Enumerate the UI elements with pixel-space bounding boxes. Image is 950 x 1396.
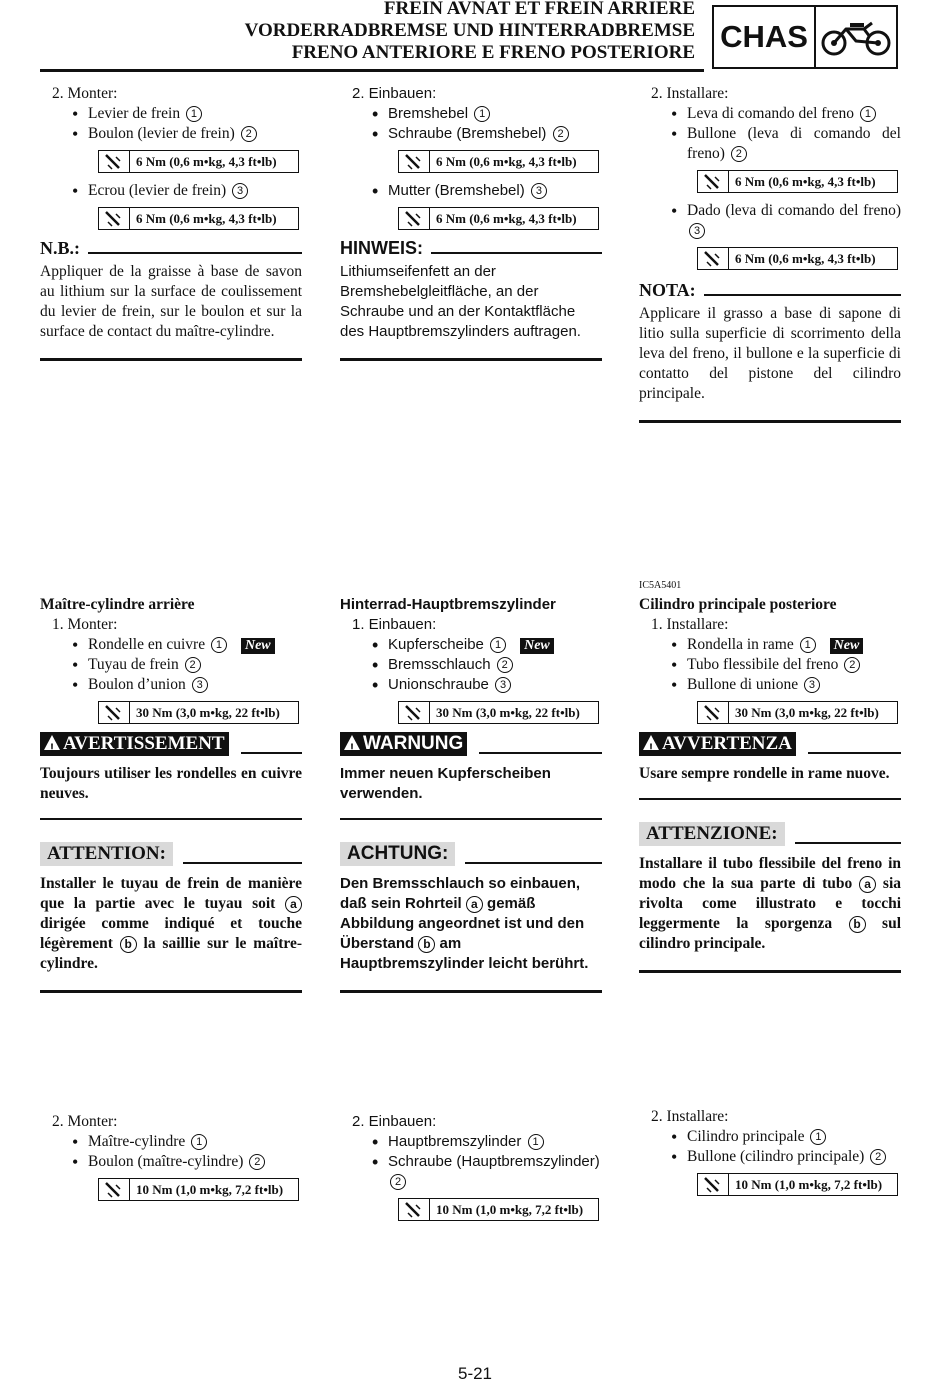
callout-letter: b: [849, 916, 866, 933]
warning-end-rule: [40, 818, 302, 820]
header-title-de: VORDERRADBREMSE UND HINTERRADBREMSE: [244, 20, 695, 41]
callout-number: 2: [249, 1154, 265, 1170]
callout-letter: a: [859, 876, 876, 893]
callout-number: 1: [528, 1134, 544, 1150]
note-heading-text: HINWEIS:: [340, 238, 423, 258]
list-item: [340, 635, 602, 655]
callout-number: 1: [490, 637, 506, 653]
note-text: Lithiumseifenfett an der Bremshebelgleitfläche, an der Schraube und an der Kontaktfläche des Hauptbremszylinders auftragen.: [340, 263, 581, 340]
callout-number: 2: [553, 126, 569, 142]
middle-fr-column: [40, 595, 302, 993]
callout-number: 3: [689, 223, 705, 239]
torque-value: 30 Nm (3,0 m•kg, 22 ft•lb): [735, 704, 879, 720]
caution-heading: [639, 822, 901, 846]
torque-value: 10 Nm (1,0 m•kg, 7,2 ft•lb): [436, 1201, 584, 1217]
torque-value: 6 Nm (0,6 m•kg, 4,3 ft•lb): [735, 250, 876, 266]
warning-heading: [40, 732, 302, 756]
list-item: [340, 655, 602, 675]
torque-spec: [697, 701, 898, 724]
caution-heading-text: ATTENTION:: [40, 842, 173, 866]
list-item: [340, 1152, 602, 1192]
callout-number: 2: [497, 657, 513, 673]
list-item: [639, 124, 901, 164]
note-heading: [40, 238, 302, 258]
note-heading-text: NOTA:: [639, 280, 696, 300]
torque-wrench-icon: [399, 702, 430, 723]
list-item: [340, 124, 602, 144]
callout-number: 2: [844, 657, 860, 673]
torque-wrench-icon: [399, 208, 430, 229]
item-text: Dado (leva di comando del freno): [687, 202, 901, 219]
item-text: Cilindro principale: [687, 1128, 805, 1145]
item-text: Kupferscheibe: [388, 636, 484, 653]
warning-heading-text: AVVERTENZA: [662, 733, 792, 754]
torque-wrench-icon: [99, 1179, 130, 1200]
list-item: [40, 124, 302, 144]
torque-value: 30 Nm (3,0 m•kg, 22 ft•lb): [136, 704, 280, 720]
callout-number: 1: [800, 637, 816, 653]
caution-heading-text: ATTENZIONE:: [639, 822, 785, 846]
torque-spec: [98, 207, 299, 230]
torque-spec: [398, 207, 599, 230]
step-label: 2. Monter:: [52, 1113, 118, 1130]
torque-spec: [697, 1173, 898, 1196]
callout-number: 2: [241, 126, 257, 142]
torque-spec: [697, 247, 898, 270]
caution-heading: [340, 842, 602, 866]
section-end-rule: [340, 358, 602, 361]
list-item: [40, 1132, 302, 1152]
callout-number: 2: [870, 1149, 886, 1165]
bottom-fr-column: [40, 1112, 302, 1209]
section-badge: [712, 5, 898, 69]
warning-triangle-icon: !: [643, 735, 659, 750]
new-part-badge: New: [241, 638, 275, 654]
warning-text: Toujours utiliser les rondelles en cuivre neuves.: [40, 765, 302, 802]
callout-number: 3: [531, 183, 547, 199]
item-text: Boulon (levier de frein): [88, 125, 235, 142]
list-item: [40, 675, 302, 695]
caution-heading: [40, 842, 302, 866]
header-title-it: FRENO ANTERIORE E FRENO POSTERIORE: [291, 42, 695, 63]
list-item: [639, 1147, 901, 1167]
torque-value: 30 Nm (3,0 m•kg, 22 ft•lb): [436, 704, 580, 720]
warning-end-rule: [340, 818, 602, 820]
item-text: Maître-cylindre: [88, 1133, 186, 1150]
page-number: 5-21: [457, 1364, 493, 1383]
list-item: [639, 104, 901, 124]
item-text: Tuyau de frein: [88, 656, 179, 673]
list-item: [40, 635, 302, 655]
note-text: Appliquer de la graisse à base de savon au lithium sur la surface de coulissement du levier de frein, sur le boulon et sur la surface de contact du maître-cylindre.: [40, 263, 302, 340]
section-end-rule: [40, 358, 302, 361]
bottom-de-column: [340, 1112, 602, 1229]
note-heading-text: N.B.:: [40, 238, 80, 258]
section-title: Cilindro principale posteriore: [639, 596, 837, 613]
step-label: 1. Monter:: [52, 616, 118, 633]
item-text: Bremsschlauch: [388, 656, 491, 673]
item-text: Bremshebel: [388, 105, 469, 122]
warning-text: Usare sempre rondelle in rame nuove.: [639, 765, 890, 782]
warning-heading: [340, 732, 602, 756]
top-it-column: [639, 84, 901, 423]
item-text: Mutter (Bremshebel): [388, 182, 525, 199]
callout-number: 3: [232, 183, 248, 199]
step-label: 2. Installare:: [651, 1108, 729, 1125]
caution-heading-text: ACHTUNG:: [340, 842, 455, 866]
section-end-rule: [40, 990, 302, 993]
list-item: [639, 655, 901, 675]
torque-spec: [98, 701, 299, 724]
step-label: 2. Installare:: [651, 85, 729, 102]
list-item: [40, 1152, 302, 1172]
warning-heading-text: AVERTISSEMENT: [63, 733, 225, 754]
item-text: Boulon d’union: [88, 676, 186, 693]
torque-wrench-icon: [698, 171, 729, 192]
item-text: Tubo flessibile del freno: [687, 656, 839, 673]
motorcycle-icon: [816, 7, 896, 67]
middle-de-column: [340, 595, 602, 993]
list-item: [340, 675, 602, 695]
step-label: 1. Installare:: [651, 616, 729, 633]
header-rule: [40, 69, 704, 72]
torque-spec: [98, 1178, 299, 1201]
item-text: Hauptbremszylinder: [388, 1133, 522, 1150]
item-text: Schraube (Bremshebel): [388, 125, 547, 142]
list-item: [40, 181, 302, 201]
warning-end-rule: [639, 798, 901, 800]
callout-number: 1: [186, 106, 202, 122]
note-heading: [639, 280, 901, 300]
callout-number: 2: [731, 146, 747, 162]
torque-value: 10 Nm (1,0 m•kg, 7,2 ft•lb): [735, 1176, 883, 1192]
torque-wrench-icon: [698, 1174, 729, 1195]
warning-heading: [639, 732, 901, 756]
callout-number: 2: [185, 657, 201, 673]
list-item: [340, 104, 602, 124]
item-text: Ecrou (levier de frein): [88, 182, 227, 199]
caution-text: Installer le tuyau de frein de manière que la partie avec le tuyau soit a dirigée comme indiqué et touche légèrement b la saillie sur le maître-cylindre.: [40, 875, 302, 972]
new-part-badge: New: [520, 638, 554, 654]
item-text: Schraube (Hauptbremszylinder): [388, 1153, 600, 1170]
top-fr-column: [40, 84, 302, 361]
list-item: [40, 104, 302, 124]
middle-it-column: [639, 595, 901, 973]
note-heading: [340, 238, 602, 258]
torque-wrench-icon: [99, 151, 130, 172]
callout-number: 1: [860, 106, 876, 122]
torque-spec: [398, 701, 599, 724]
callout-number: 3: [192, 677, 208, 693]
torque-spec: [98, 150, 299, 173]
step-label: 2. Monter:: [52, 85, 118, 102]
torque-spec: [697, 170, 898, 193]
item-text: Boulon (maître-cylindre): [88, 1153, 244, 1170]
list-item: [639, 675, 901, 695]
list-item: [639, 201, 901, 241]
torque-wrench-icon: [99, 208, 130, 229]
torque-value: 6 Nm (0,6 m•kg, 4,3 ft•lb): [136, 210, 277, 226]
header-title-fr: FREIN AVNAT ET FREIN ARRIERE: [383, 0, 695, 19]
step-label: 1. Einbauen:: [352, 616, 437, 633]
list-item: [340, 1132, 602, 1152]
caution-text: Den Bremsschlauch so einbauen, daß sein Rohrteil a gemäß Abbildung angeordnet ist und den Überstand b am Hauptbremszylinder leicht berührt.: [340, 875, 589, 972]
section-end-rule: [340, 990, 602, 993]
warning-text: Immer neuen Kupferscheiben verwenden.: [340, 765, 551, 802]
item-text: Bullone (cilindro principale): [687, 1148, 865, 1165]
callout-number: 2: [390, 1174, 406, 1190]
bottom-it-column: [639, 1107, 901, 1204]
torque-wrench-icon: [698, 248, 729, 269]
section-label: CHAS: [714, 7, 816, 67]
callout-number: 3: [804, 677, 820, 693]
section-title: Hinterrad-Hauptbremszylinder: [340, 596, 556, 613]
callout-letter: a: [285, 896, 302, 913]
list-item: [639, 1127, 901, 1147]
item-text: Rondella in rame: [687, 636, 794, 653]
note-text: Applicare il grasso a base di sapone di litio sulla superficie di scorrimento della leva del freno, il bullone e la superficie di contatto del pistone del cilindro principale.: [639, 305, 901, 402]
torque-value: 6 Nm (0,6 m•kg, 4,3 ft•lb): [436, 210, 577, 226]
warning-heading-text: WARNUNG: [363, 733, 464, 754]
torque-spec: [398, 1198, 599, 1221]
callout-letter: a: [466, 896, 483, 913]
step-label: 2. Einbauen:: [352, 1113, 437, 1130]
callout-number: 1: [810, 1129, 826, 1145]
list-item: [639, 635, 901, 655]
item-text: Rondelle en cuivre: [88, 636, 206, 653]
item-text: Bullone di unione: [687, 676, 799, 693]
section-title: Maître-cylindre arrière: [40, 596, 195, 613]
top-de-column: [340, 84, 602, 361]
callout-number: 1: [474, 106, 490, 122]
torque-value: 6 Nm (0,6 m•kg, 4,3 ft•lb): [735, 173, 876, 189]
item-text: Levier de frein: [88, 105, 181, 122]
torque-wrench-icon: [99, 702, 130, 723]
torque-spec: [398, 150, 599, 173]
item-text: Leva di comando del freno: [687, 105, 854, 122]
section-end-rule: [639, 970, 901, 973]
torque-value: 10 Nm (1,0 m•kg, 7,2 ft•lb): [136, 1181, 284, 1197]
callout-letter: b: [418, 936, 435, 953]
step-label: 2. Einbauen:: [352, 85, 437, 102]
callout-letter: b: [120, 936, 137, 953]
item-text: Unionschraube: [388, 676, 489, 693]
torque-wrench-icon: [698, 702, 729, 723]
callout-number: 1: [211, 637, 227, 653]
warning-triangle-icon: !: [344, 735, 360, 750]
torque-wrench-icon: [399, 151, 430, 172]
list-item: [340, 181, 602, 201]
torque-value: 6 Nm (0,6 m•kg, 4,3 ft•lb): [436, 153, 577, 169]
caution-text: Installare il tubo flessibile del freno in modo che la sua parte di tubo a sia rivolta come illustrato e tocchi leggermente la sporgenza b sul cilindro principale.: [639, 855, 902, 952]
document-code: IC5A5401: [639, 580, 682, 591]
item-text: Bullone (leva di comando del freno): [687, 125, 901, 162]
section-end-rule: [639, 420, 901, 423]
torque-wrench-icon: [399, 1199, 430, 1220]
torque-value: 6 Nm (0,6 m•kg, 4,3 ft•lb): [136, 153, 277, 169]
list-item: [40, 655, 302, 675]
callout-number: 3: [495, 677, 511, 693]
callout-number: 1: [191, 1134, 207, 1150]
new-part-badge: New: [830, 638, 864, 654]
warning-triangle-icon: !: [44, 735, 60, 750]
